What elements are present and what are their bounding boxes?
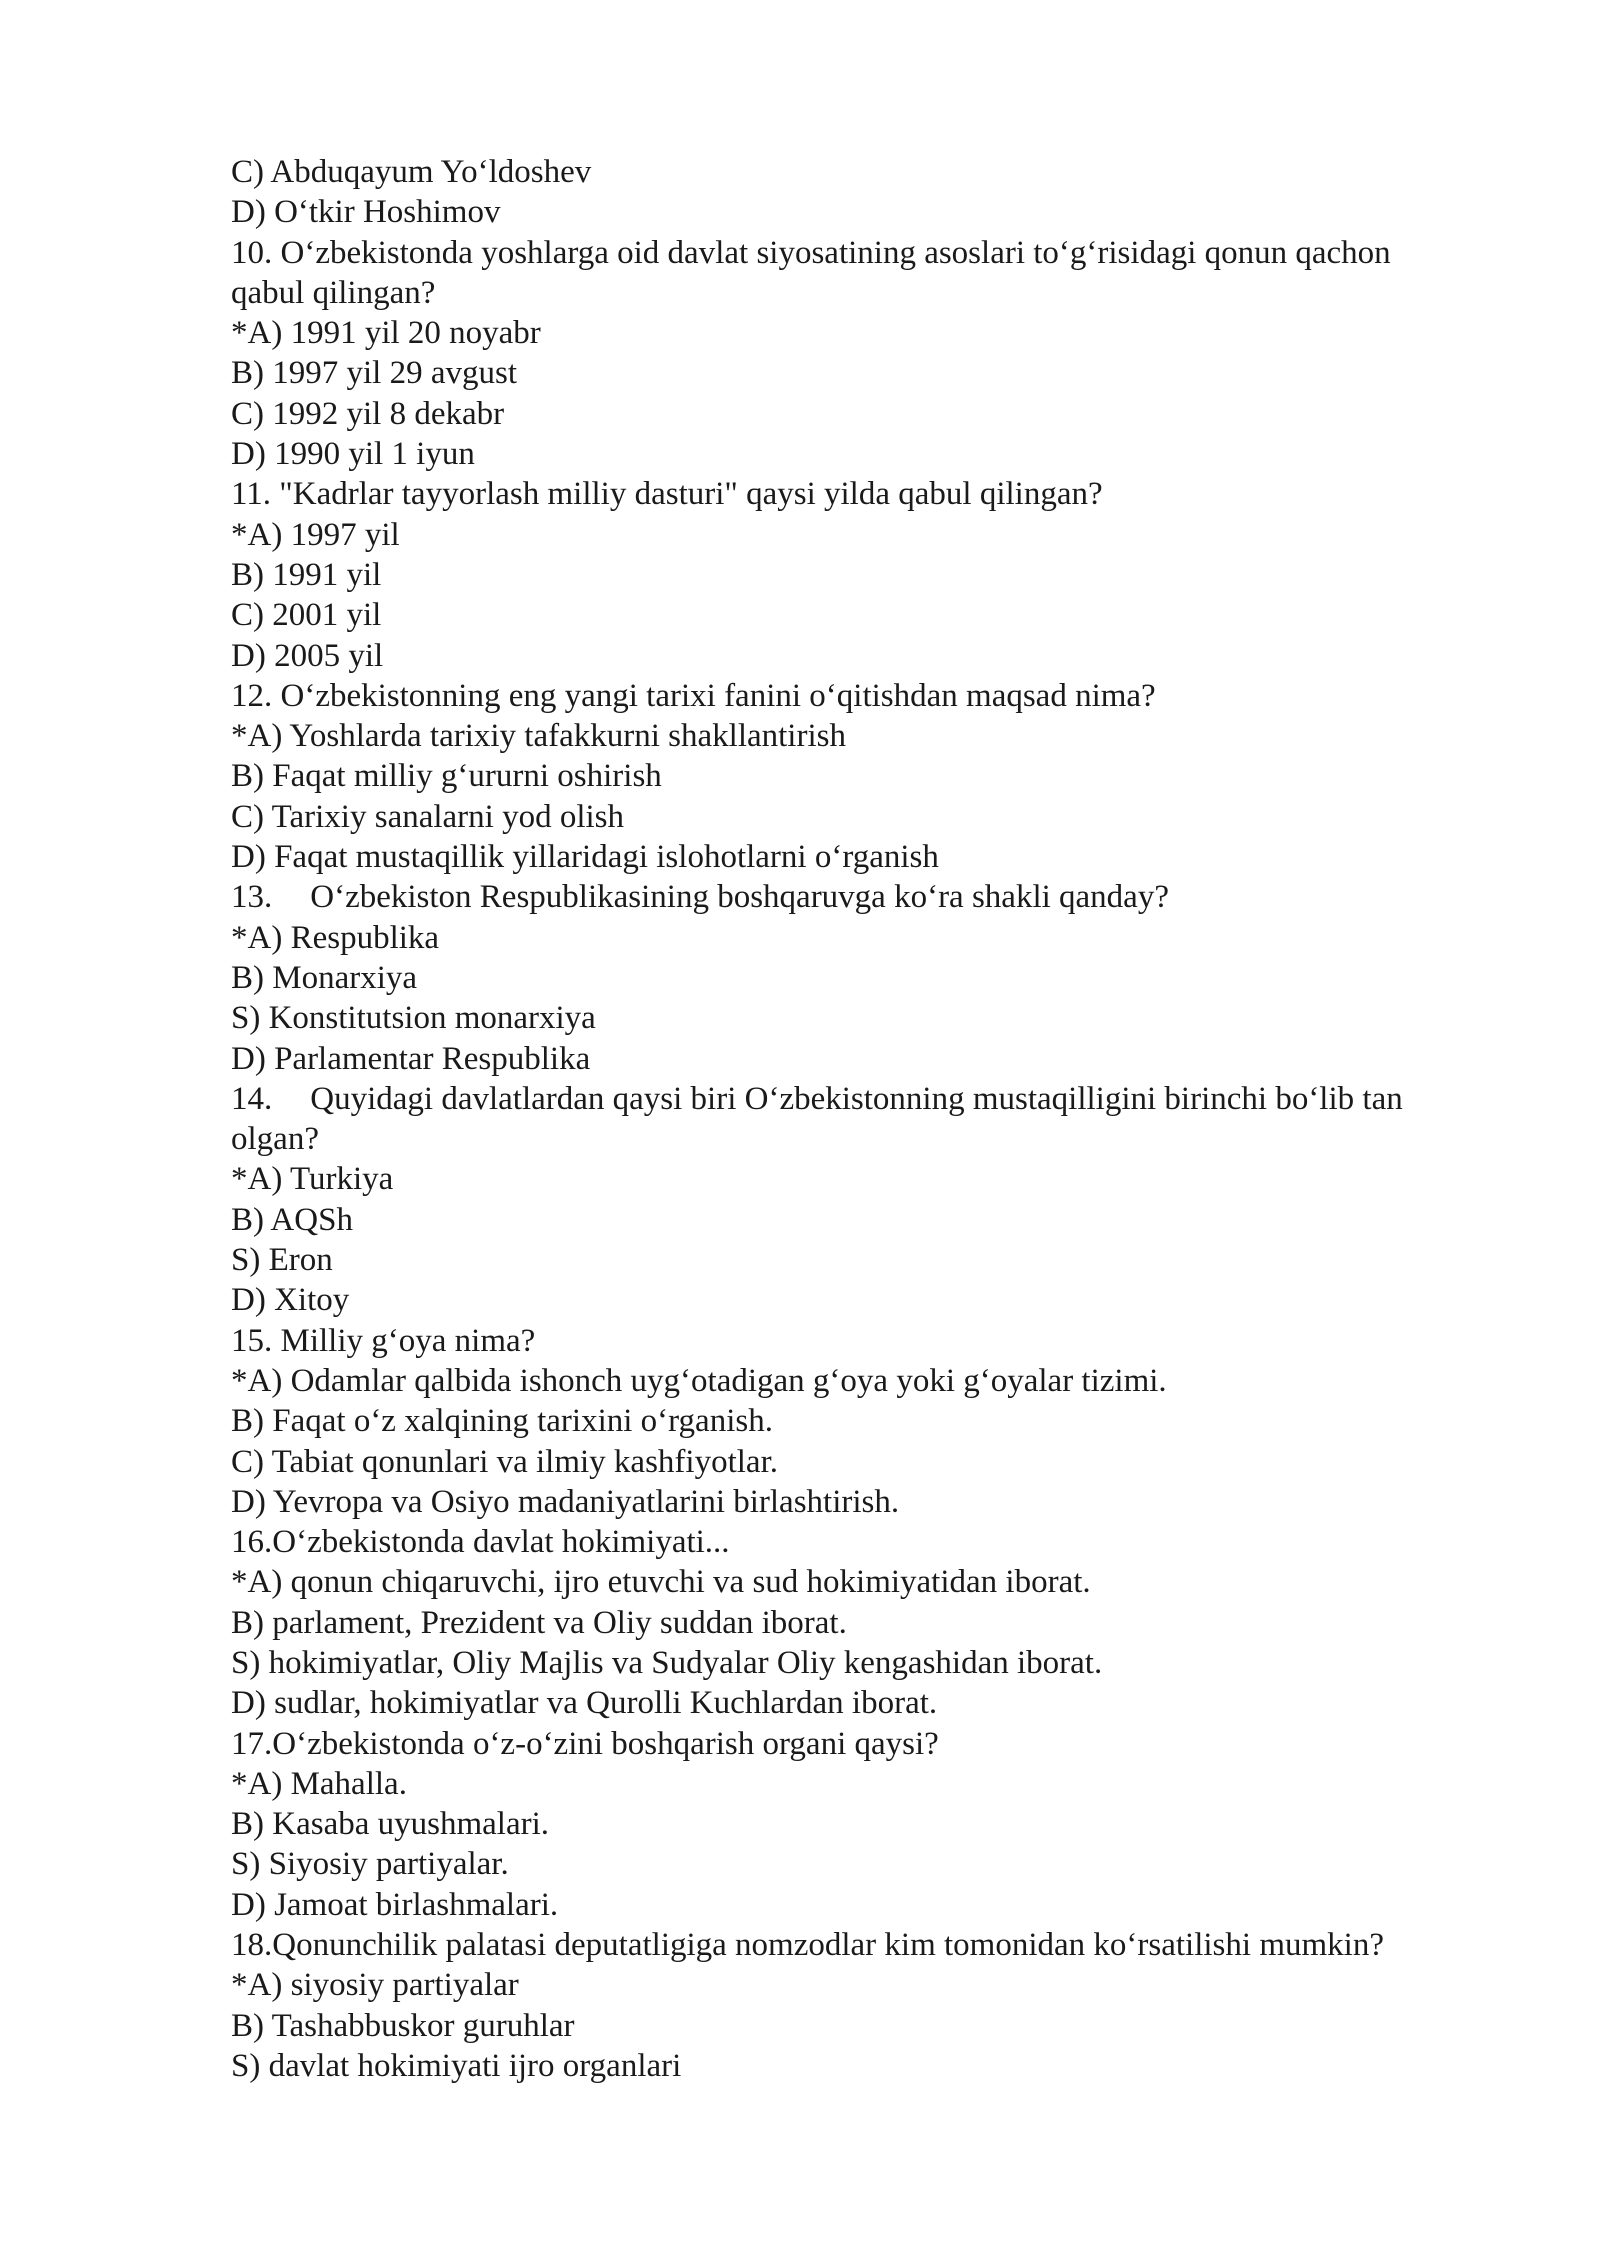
answer-option: D) Faqat mustaqillik yillaridagi islohotlarni o‘rganish xyxy=(231,839,939,876)
answer-option: D) O‘tkir Hoshimov xyxy=(231,194,501,231)
answer-option: B) 1991 yil xyxy=(231,556,382,593)
question-16: 16.O‘zbekistonda davlat hokimiyati... xyxy=(231,1524,730,1561)
answer-option: S) hokimiyatlar, Oliy Majlis va Sudyalar Oliy kengashidan iborat. xyxy=(231,1644,1103,1681)
answer-option: S) Siyosiy partiyalar. xyxy=(231,1846,509,1883)
answer-option: D) 1990 yil 1 iyun xyxy=(231,436,475,473)
answer-option-correct: *A) Turkiya xyxy=(231,1161,394,1198)
answer-option-correct: *A) Respublika xyxy=(231,919,440,956)
answer-option-correct: *A) qonun chiqaruvchi, ijro etuvchi va sud hokimiyatidan iborat. xyxy=(231,1564,1091,1601)
question-13 xyxy=(231,877,1491,917)
answer-option: B) 1997 yil 29 avgust xyxy=(231,355,517,392)
answer-option-correct: *A) 1991 yil 20 noyabr xyxy=(231,315,541,352)
answer-option: D) sudlar, hokimiyatlar va Qurolli Kuchlardan iborat. xyxy=(231,1685,938,1722)
answer-option: B) Faqat o‘z xalqining tarixini o‘rganish. xyxy=(231,1403,773,1440)
answer-option-correct: *A) siyosiy partiyalar xyxy=(231,1967,519,2004)
answer-option-correct: *A) Yoshlarda tarixiy tafakkurni shakllantirish xyxy=(231,718,846,755)
answer-option: S) davlat hokimiyati ijro organlari xyxy=(231,2047,682,2084)
answer-option: C) Abduqayum Yo‘ldoshev xyxy=(231,154,592,190)
question-17: 17.O‘zbekistonda o‘z-o‘zini boshqarish organi qaysi? xyxy=(231,1725,939,1762)
question-14-continuation: olgan? xyxy=(231,1121,319,1158)
answer-option: C) 2001 yil xyxy=(231,597,382,634)
answer-option: D) Yevropa va Osiyo madaniyatlarini birlashtirish. xyxy=(231,1483,900,1520)
question-10-continuation: qabul qilingan? xyxy=(231,274,436,311)
question-15: 15. Milliy g‘oya nima? xyxy=(231,1322,536,1359)
answer-option: C) Tarixiy sanalarni yod olish xyxy=(231,798,625,835)
answer-option: S) Konstitutsion monarxiya xyxy=(231,1000,596,1037)
answer-option-correct: *A) Mahalla. xyxy=(231,1765,407,1802)
question-18: 18.Qonunchilik palatasi deputatligiga nomzodlar kim tomonidan ko‘rsatilishi mumkin? xyxy=(231,1927,1384,1964)
answer-option: B) Faqat milliy g‘ururni oshirish xyxy=(231,758,662,795)
question-number: 13. xyxy=(231,879,273,916)
answer-option: B) Kasaba uyushmalari. xyxy=(231,1806,549,1843)
question-text: Quyidagi davlatlardan qaysi biri O‘zbekistonning mustaqilligini birinchi bo‘lib tan xyxy=(310,1080,1403,1117)
answer-option: D) Parlamentar Respublika xyxy=(231,1040,591,1077)
answer-option: D) 2005 yil xyxy=(231,637,384,674)
answer-option: S) Eron xyxy=(231,1242,333,1279)
question-11: 11. "Kadrlar tayyorlash milliy dasturi" qaysi yilda qabul qilingan? xyxy=(231,476,1103,513)
question-text: O‘zbekiston Respublikasining boshqaruvga ko‘ra shakli qanday? xyxy=(310,879,1169,916)
quiz-text-body xyxy=(231,152,1491,2086)
answer-option: D) Jamoat birlashmalari. xyxy=(231,1886,559,1923)
answer-option: D) Xitoy xyxy=(231,1282,350,1319)
question-10: 10. O‘zbekistonda yoshlarga oid davlat siyosatining asoslari to‘g‘risidagi qonun qachon xyxy=(231,234,1391,271)
answer-option: B) parlament, Prezident va Oliy suddan iborat. xyxy=(231,1604,847,1641)
answer-option: C) 1992 yil 8 dekabr xyxy=(231,395,505,432)
question-number: 14. xyxy=(231,1080,273,1117)
answer-option-correct: *A) Odamlar qalbida ishonch uyg‘otadigan g‘oya yoki g‘oyalar tizimi. xyxy=(231,1362,1167,1399)
answer-option: B) Monarxiya xyxy=(231,959,418,996)
answer-option: B) Tashabbuskor guruhlar xyxy=(231,2007,575,2044)
answer-option: B) AQSh xyxy=(231,1201,353,1238)
answer-option-correct: *A) 1997 yil xyxy=(231,516,400,553)
question-14 xyxy=(231,1079,1491,1119)
answer-option: C) Tabiat qonunlari va ilmiy kashfiyotlar. xyxy=(231,1443,778,1480)
question-12: 12. O‘zbekistonning eng yangi tarixi fanini o‘qitishdan maqsad nima? xyxy=(231,677,1156,714)
